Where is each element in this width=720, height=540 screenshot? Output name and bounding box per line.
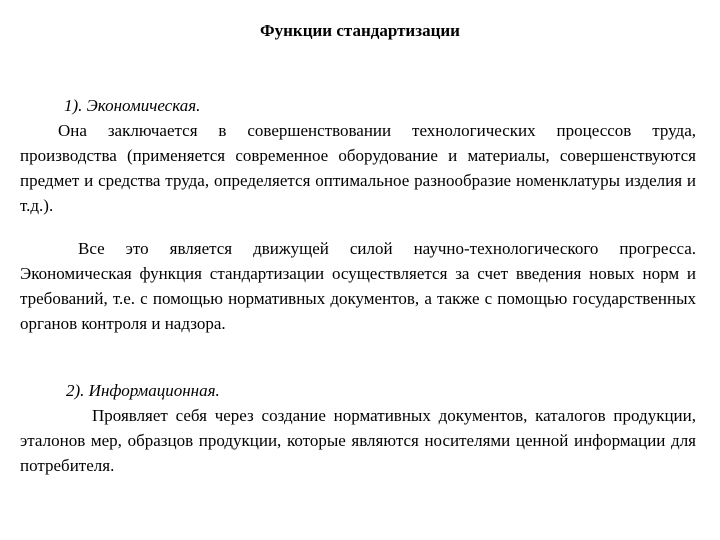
section-paragraph-progress: Все это является движущей силой научно-технологического прогресса. Экономическая функция стандартизации осуществляется за счет введения новых норм и требований, т.е. с помощью нормативных документов, а также с помощью государственных органов контроля и надзора.	[20, 239, 696, 333]
page-title-text: Функции стандартизации	[260, 21, 460, 40]
section-paragraph-informational: Проявляет себя через создание нормативных документов, каталогов продукции, эталонов мер, образцов продукции, которые являются носителями ценной информации для потребителя.	[20, 406, 696, 475]
section-heading-informational: 2). Информационная.	[66, 381, 220, 400]
section-progress	[20, 236, 696, 336]
section-paragraph-economic: Она заключается в совершенствовании технологических процессов труда, производства (применяется современное оборудование и материалы, совершенствуются предмет и средства труда, определяется оптимальное разнообразие номенклатуры изделия и т.д.).	[20, 121, 696, 215]
section-heading-economic: 1). Экономическая.	[64, 96, 201, 115]
section-economic	[20, 93, 696, 218]
section-informational	[20, 378, 696, 478]
page-title	[0, 20, 720, 42]
